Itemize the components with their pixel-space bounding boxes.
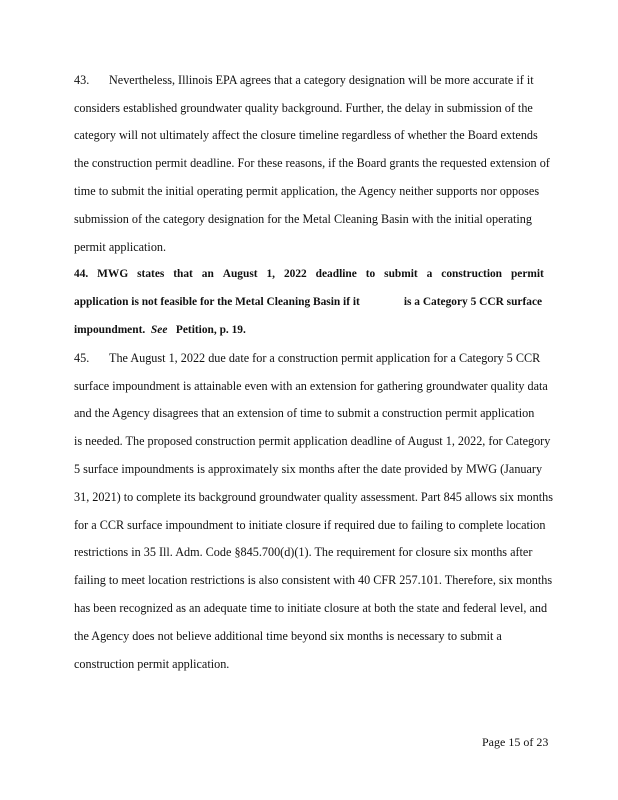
paragraph-45-line-7: for a CCR surface impoundment to initiate closure if required due to failing to complete location: [74, 518, 546, 532]
page-number: Page 15 of 23: [482, 735, 549, 749]
paragraph-43-line-1: [74, 72, 596, 88]
paragraph-45-line-5: 5 surface impoundments is approximately six months after the date provided by MWG (January: [74, 462, 543, 476]
paragraph-43-line-6: submission of the category designation for the Metal Cleaning Basin with the initial operating: [74, 212, 532, 226]
paragraph-45-line-10: has been recognized as an adequate time to initiate closure at both the state and federal level, and: [74, 601, 548, 615]
paragraph-44-line-3: [74, 322, 596, 338]
paragraph-43-line-2: considers established groundwater quality background. Further, the delay in submission of the: [74, 101, 533, 115]
paragraph-44-line-1: [74, 266, 544, 282]
word: to: [365, 268, 376, 280]
word: states: [137, 268, 165, 280]
paragraph-43-line-3: category will not ultimately affect the closure timeline regardless of whether the Board extends: [74, 128, 538, 142]
paragraph-43-line-5: time to submit the initial operating permit application, the Agency neither supports nor opposes: [74, 184, 540, 198]
paragraph-45-line-6: 31, 2021) to complete its background groundwater quality assessment. Part 845 allows six months: [74, 490, 553, 504]
paragraph-43-line-7: permit application.: [74, 240, 167, 254]
word: a: [426, 268, 433, 280]
word: submit: [384, 268, 418, 280]
paragraph-45-line-1: [74, 350, 596, 366]
word: deadline: [315, 268, 357, 280]
word: permit: [510, 268, 544, 280]
paragraph-text: impoundment.: [74, 324, 146, 336]
word: that: [173, 268, 193, 280]
word: an: [201, 268, 214, 280]
paragraph-45-line-4: is needed. The proposed construction permit application deadline of August 1, 2022, for Category: [74, 434, 551, 448]
paragraph-text: application is not feasible for the Metal Cleaning Basin if it: [74, 296, 360, 308]
citation: Petition, p. 19.: [175, 324, 246, 336]
word: construction: [441, 268, 503, 280]
paragraph-45-line-11: the Agency does not believe additional time beyond six months is necessary to submit a: [74, 629, 502, 643]
paragraph-45-line-8: restrictions in 35 Ill. Adm. Code §845.700(d)(1). The requirement for closure six months after: [74, 545, 533, 559]
paragraph-43-line-4: the construction permit deadline. For these reasons, if the Board grants the requested extension of: [74, 156, 550, 170]
paragraph-number: 43.: [74, 73, 90, 87]
word: 2022: [283, 268, 307, 280]
paragraph-text: Nevertheless, Illinois EPA agrees that a category designation will be more accurate if it: [109, 73, 534, 87]
word: MWG: [97, 268, 129, 280]
paragraph-44-line-2: [74, 294, 596, 310]
paragraph-45-line-3: and the Agency disagrees that an extension of time to submit a construction permit application: [74, 406, 535, 420]
paragraph-45-line-2: surface impoundment is attainable even with an extension for gathering groundwater quality data: [74, 379, 548, 393]
paragraph-45-line-12: construction permit application.: [74, 657, 230, 671]
paragraph-45-line-9: failing to meet location restrictions is also consistent with 40 CFR 257.101. Therefore, six months: [74, 573, 553, 587]
citation-signal: See: [150, 324, 168, 336]
paragraph-number: 44.: [74, 268, 89, 280]
paragraph-text: is a Category 5 CCR surface: [403, 296, 543, 308]
paragraph-text: The August 1, 2022 due date for a construction permit application for a Category 5 CCR: [109, 351, 541, 365]
word: 1,: [266, 268, 276, 280]
word: August: [222, 268, 258, 280]
paragraph-number: 45.: [74, 351, 90, 365]
